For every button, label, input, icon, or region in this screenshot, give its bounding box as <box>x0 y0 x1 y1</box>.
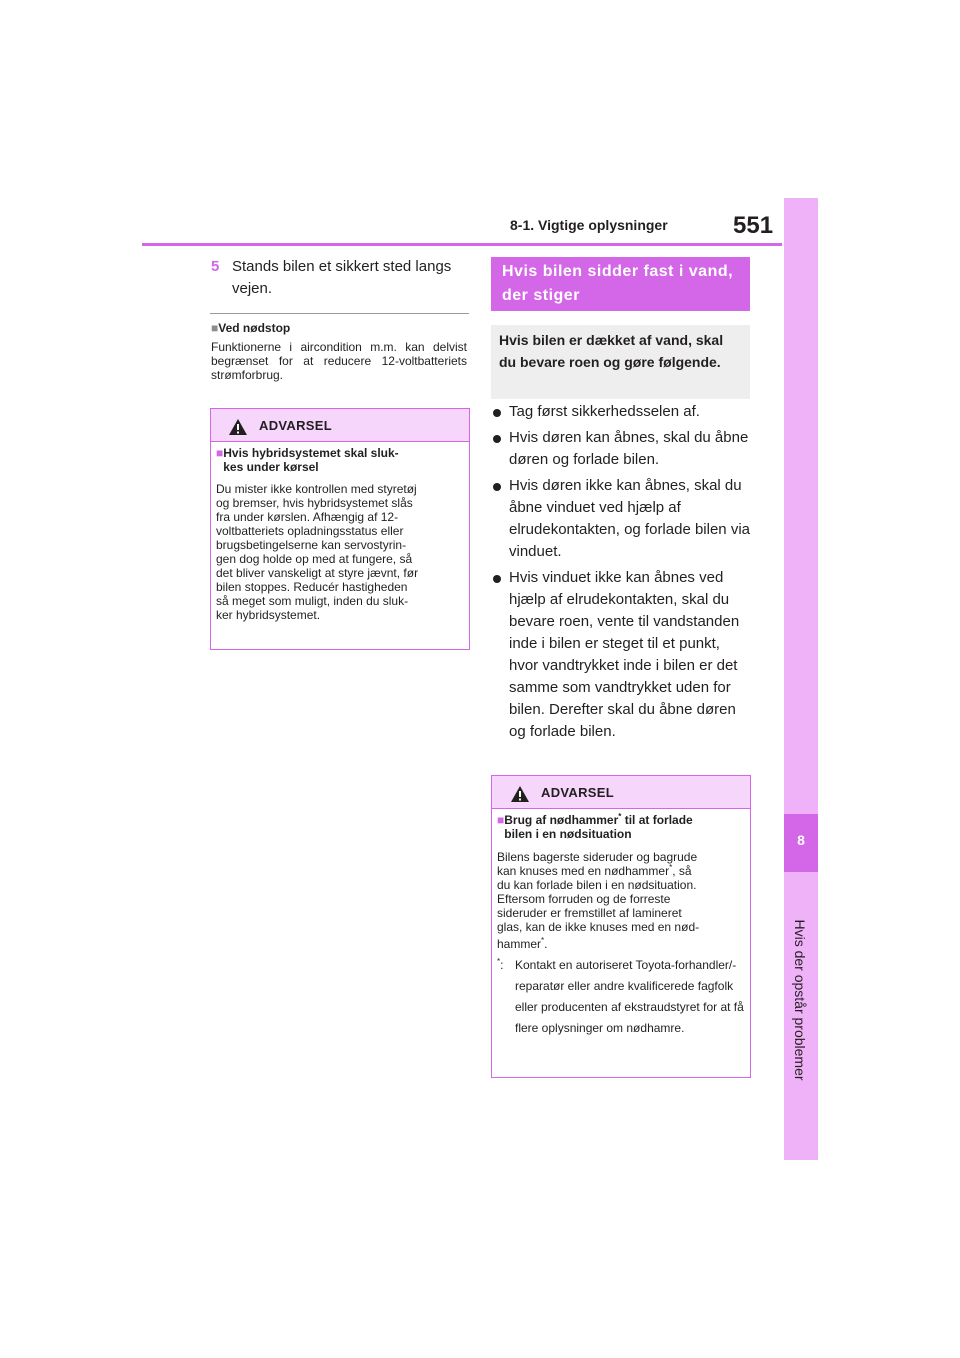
list-item <box>491 475 753 563</box>
intro-box <box>491 325 750 399</box>
list-item <box>491 427 753 471</box>
warning-heading-line: kes under kørsel <box>223 460 319 474</box>
footnote-marker: * <box>541 936 545 945</box>
footnote-colon: : <box>500 958 504 972</box>
list-item-text: Hvis døren ikke kan åbnes, skal du åbne vinduet ved hjælp af elrudekontakten, og forlade bilen via vinduet. <box>509 477 750 560</box>
warning-heading <box>216 446 399 474</box>
list-item-text: Hvis døren kan åbnes, skal du åbne døren og forlade bilen. <box>509 429 749 468</box>
footnote-text: Kontakt en autoriseret Toyota-forhandler/-reparatør eller andre kvalificerede fagfolk eller producenten af ekstraudstyret for at få flere oplysninger om nødhamre. <box>515 958 744 1035</box>
square-bullet-icon: ■ <box>497 813 505 827</box>
section-title: 8-1. Vigtige oplysninger <box>510 217 668 233</box>
intro-text: Hvis bilen er dækket af vand, skal du bevare roen og gøre følgende. <box>499 332 724 370</box>
divider <box>210 313 469 314</box>
warning-header <box>492 776 750 809</box>
body-text: hammer <box>497 937 542 951</box>
bullet-dot-icon <box>493 435 501 443</box>
warning-heading-line: Hvis hybridsystemet skal sluk- <box>223 446 399 460</box>
warning-heading-text: Brug af nødhammer <box>504 813 619 827</box>
note-heading <box>211 321 290 335</box>
bullet-dot-icon <box>493 483 501 491</box>
warning-triangle-icon <box>510 785 530 803</box>
warning-body-line <box>497 937 745 951</box>
note-text: Funktionerne i aircondition m.m. kan delvist begrænset for at reducere 12-voltbatteriets strømforbrug. <box>211 340 467 382</box>
header-divider <box>142 243 782 246</box>
warning-body-line: du kan forlade bilen i en nødsituation. <box>497 878 697 892</box>
footnote-marker: * <box>669 863 673 872</box>
section-heading-bar <box>491 257 750 311</box>
warning-body-line <box>497 864 745 878</box>
square-bullet-icon: ■ <box>211 321 219 335</box>
body-text: . <box>544 937 548 951</box>
list-item <box>491 401 753 423</box>
warning-box-hybrid <box>210 408 470 650</box>
warning-body <box>497 850 745 1039</box>
bullet-list <box>491 401 753 747</box>
warning-heading <box>497 813 693 841</box>
list-item <box>491 567 753 743</box>
chapter-number: 8 <box>797 832 805 848</box>
step-number: 5 <box>211 258 220 275</box>
warning-body-line: Du mister ikke kontrollen med styretøj <box>216 482 417 496</box>
warning-body-line: bilen stoppes. Reducér hastigheden <box>216 580 408 594</box>
warning-heading-line: bilen i en nødsituation <box>504 827 632 841</box>
square-bullet-icon: ■ <box>216 446 224 460</box>
warning-title: ADVARSEL <box>259 418 332 433</box>
warning-body-line: sideruder er fremstillet af lamineret <box>497 906 682 920</box>
bullet-dot-icon <box>493 575 501 583</box>
step-text: Stands bilen et sikkert sted langs vejen. <box>232 258 452 297</box>
warning-body-line: gen dog holde op med at fungere, så <box>216 552 413 566</box>
warning-body <box>216 482 418 622</box>
warning-body-line: Bilens bagerste sideruder og bagrude <box>497 850 698 864</box>
bullet-dot-icon <box>493 409 501 417</box>
warning-body-line: og bremser, hvis hybridsystemet slås <box>216 496 413 510</box>
list-item-text: Tag først sikkerhedsselen af. <box>509 403 700 420</box>
chapter-title: Hvis der opstår problemer <box>792 919 808 1081</box>
warning-body-line: ker hybridsystemet. <box>216 608 321 622</box>
footnote-marker: * <box>497 957 501 966</box>
footnote-marker: * <box>618 812 622 821</box>
warning-body-line: fra under kørslen. Afhængig af 12- <box>216 510 399 524</box>
warning-box-hammer <box>491 775 751 1078</box>
body-text: kan knuses med en nødhammer <box>497 864 670 878</box>
warning-body-line: glas, kan de ikke knuses med en nød- <box>497 920 700 934</box>
warning-triangle-icon <box>228 418 248 436</box>
warning-title: ADVARSEL <box>541 785 614 800</box>
body-text: , så <box>672 864 692 878</box>
page-number: 551 <box>733 212 774 239</box>
footnote <box>497 955 745 1039</box>
warning-header <box>211 409 469 442</box>
warning-body-line: Eftersom forruden og de forreste <box>497 892 671 906</box>
warning-body-line: voltbatteriets opladningsstatus eller <box>216 524 404 538</box>
warning-heading-text: til at forlade <box>621 813 693 827</box>
list-item-text: Hvis vinduet ikke kan åbnes ved hjælp af elrudekontakten, skal du bevare roen, vente til vandstanden inde i bilen er steget til et punkt, hvor vandtrykket inde i bilen er det samme som vandtrykket uden for bilen. Derefter skal du åbne døren og forlade bilen. <box>509 569 740 740</box>
warning-body-line: så meget som muligt, inden du sluk- <box>216 594 409 608</box>
section-heading: Hvis bilen sidder fast i vand, der stiger <box>502 263 734 304</box>
note-heading-text: Ved nødstop <box>218 321 291 335</box>
warning-body-line: brugsbetingelserne kan servostyrin- <box>216 538 407 552</box>
warning-body-line: det bliver vanskeligt at styre jævnt, før <box>216 566 419 580</box>
